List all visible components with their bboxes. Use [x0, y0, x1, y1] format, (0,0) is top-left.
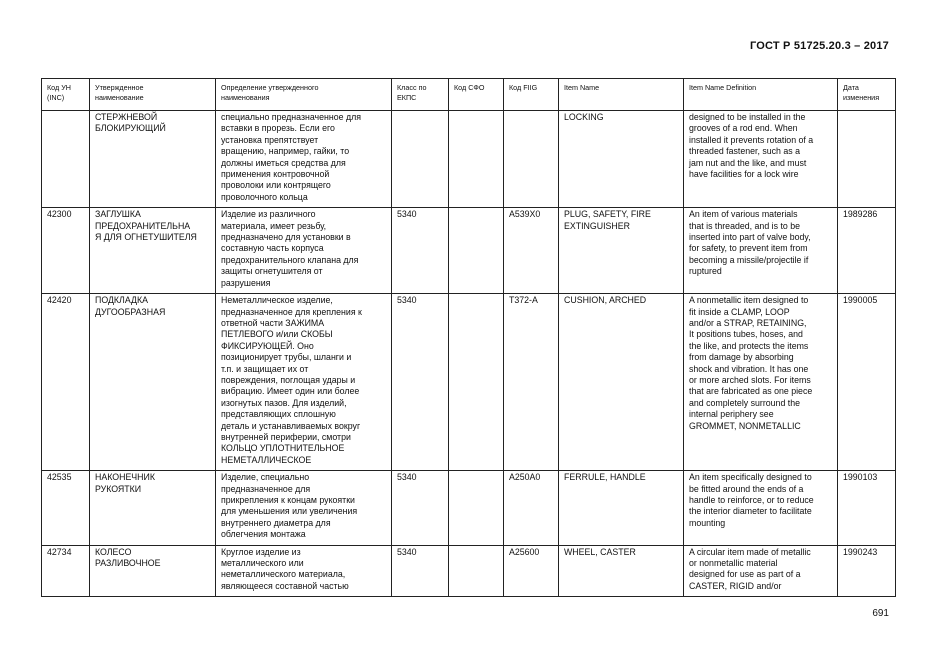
- cell-date: [838, 111, 896, 208]
- cell-definition: специально предназначенное для вставки в прорезь. Если его установка препятствует вращению, например, гайки, то должны иметься средства для применения контровочной проволоки или контрящего проволочного кольца: [216, 111, 392, 208]
- cell-fiig: A539X0: [504, 208, 559, 294]
- item-name-table: [41, 78, 896, 597]
- cell-definition: Изделие, специально предназначенное для прикрепления к концам рукоятки для уменьшения или увеличения внутреннего диаметра для облегчения монтажа: [216, 471, 392, 545]
- cell-fiig: A25600: [504, 545, 559, 597]
- cell-item-name: FERRULE, HANDLE: [559, 471, 684, 545]
- cell-sfo: [449, 545, 504, 597]
- cell-date: 1990005: [838, 294, 896, 471]
- cell-fiig: A250A0: [504, 471, 559, 545]
- table-row: [42, 545, 896, 597]
- cell-inc: 42734: [42, 545, 90, 597]
- page-number: 691: [872, 608, 889, 619]
- cell-approved-name: СТЕРЖНЕВОЙ БЛОКИРУЮЩИЙ: [90, 111, 216, 208]
- cell-fiig: [504, 111, 559, 208]
- cell-class: 5340: [392, 208, 449, 294]
- cell-definition: Изделие из различного материала, имеет резьбу, предназначено для установки в составную часть корпуса предохранительного клапана для защиты огнетушителя от разрушения: [216, 208, 392, 294]
- cell-inc: 42535: [42, 471, 90, 545]
- cell-date: 1990243: [838, 545, 896, 597]
- cell-class: [392, 111, 449, 208]
- cell-fiig: T372-A: [504, 294, 559, 471]
- col-header-inc: Код УН (INC): [42, 79, 90, 111]
- cell-approved-name: НАКОНЕЧНИК РУКОЯТКИ: [90, 471, 216, 545]
- col-header-item-name: Item Name: [559, 79, 684, 111]
- cell-date: 1989286: [838, 208, 896, 294]
- cell-class: 5340: [392, 545, 449, 597]
- cell-item-name: LOCKING: [559, 111, 684, 208]
- cell-item-name: WHEEL, CASTER: [559, 545, 684, 597]
- col-header-fiig: Код FIIG: [504, 79, 559, 111]
- col-header-definition: Определение утвержденного наименования: [216, 79, 392, 111]
- standard-designation: ГОСТ Р 51725.20.3 – 2017: [749, 40, 889, 52]
- cell-sfo: [449, 111, 504, 208]
- col-header-date: Дата изменения: [838, 79, 896, 111]
- cell-item-name: CUSHION, ARCHED: [559, 294, 684, 471]
- table-row: [42, 208, 896, 294]
- col-header-class: Класс по ЕКПС: [392, 79, 449, 111]
- cell-inc: 42300: [42, 208, 90, 294]
- cell-approved-name: ЗАГЛУШКА ПРЕДОХРАНИТЕЛЬНА Я ДЛЯ ОГНЕТУШИТЕЛЯ: [90, 208, 216, 294]
- cell-item-definition: An item specifically designed to be fitted around the ends of a handle to reinforce, or to reduce the interior diameter to facilitate mounting: [684, 471, 838, 545]
- cell-item-definition: A nonmetallic item designed to fit inside a CLAMP, LOOP and/or a STRAP, RETAINING, It positions tubes, hoses, and the like, and protects the items from damage by absorbing shock and vibration. It has one or more arched slots. For items that are fabricated as one piece and completely surround the internal periphery see GROMMET, NONMETALLIC: [684, 294, 838, 471]
- cell-item-definition: A circular item made of metallic or nonmetallic material designed for use as part of a CASTER, RIGID and/or: [684, 545, 838, 597]
- col-header-item-definition: Item Name Definition: [684, 79, 838, 111]
- cell-definition: Неметаллическое изделие, предназначенное для крепления к ответной части ЗАЖИМА ПЕТЛЕВОГО и/или СКОБЫ ФИКСИРУЮЩЕЙ. Оно позиционирует трубы, шланги и т.п. и защищает их от повреждения, поглощая удары и вибрацию. Имеет один или более изогнутых пазов. Для изделий, представляющих сплошную деталь и устанавливаемых вокруг внутренней периферии, смотри КОЛЬЦО УПЛОТНИТЕЛЬНОЕ НЕМЕТАЛЛИЧЕСКОЕ: [216, 294, 392, 471]
- table-row: [42, 471, 896, 545]
- cell-inc: [42, 111, 90, 208]
- cell-inc: 42420: [42, 294, 90, 471]
- cell-class: 5340: [392, 471, 449, 545]
- cell-sfo: [449, 294, 504, 471]
- cell-date: 1990103: [838, 471, 896, 545]
- cell-item-definition: designed to be installed in the grooves of a rod end. When installed it prevents rotation of a threaded fastener, such as a jam nut and the like, and must have facilities for a lock wire: [684, 111, 838, 208]
- col-header-sfo: Код СФО: [449, 79, 504, 111]
- cell-sfo: [449, 208, 504, 294]
- table-row: [42, 294, 896, 471]
- cell-sfo: [449, 471, 504, 545]
- cell-item-name: PLUG, SAFETY, FIRE EXTINGUISHER: [559, 208, 684, 294]
- cell-approved-name: КОЛЕСО РАЗЛИВОЧНОЕ: [90, 545, 216, 597]
- table-row: [42, 111, 896, 208]
- cell-definition: Круглое изделие из металлического или неметаллического материала, являющееся составной частью: [216, 545, 392, 597]
- table-header-row: [42, 79, 896, 111]
- cell-approved-name: ПОДКЛАДКА ДУГООБРАЗНАЯ: [90, 294, 216, 471]
- col-header-approved-name: Утвержденное наименование: [90, 79, 216, 111]
- cell-item-definition: An item of various materials that is threaded, and is to be inserted into part of valve body, for safety, to prevent item from becoming a missile/projectile if ruptured: [684, 208, 838, 294]
- cell-class: 5340: [392, 294, 449, 471]
